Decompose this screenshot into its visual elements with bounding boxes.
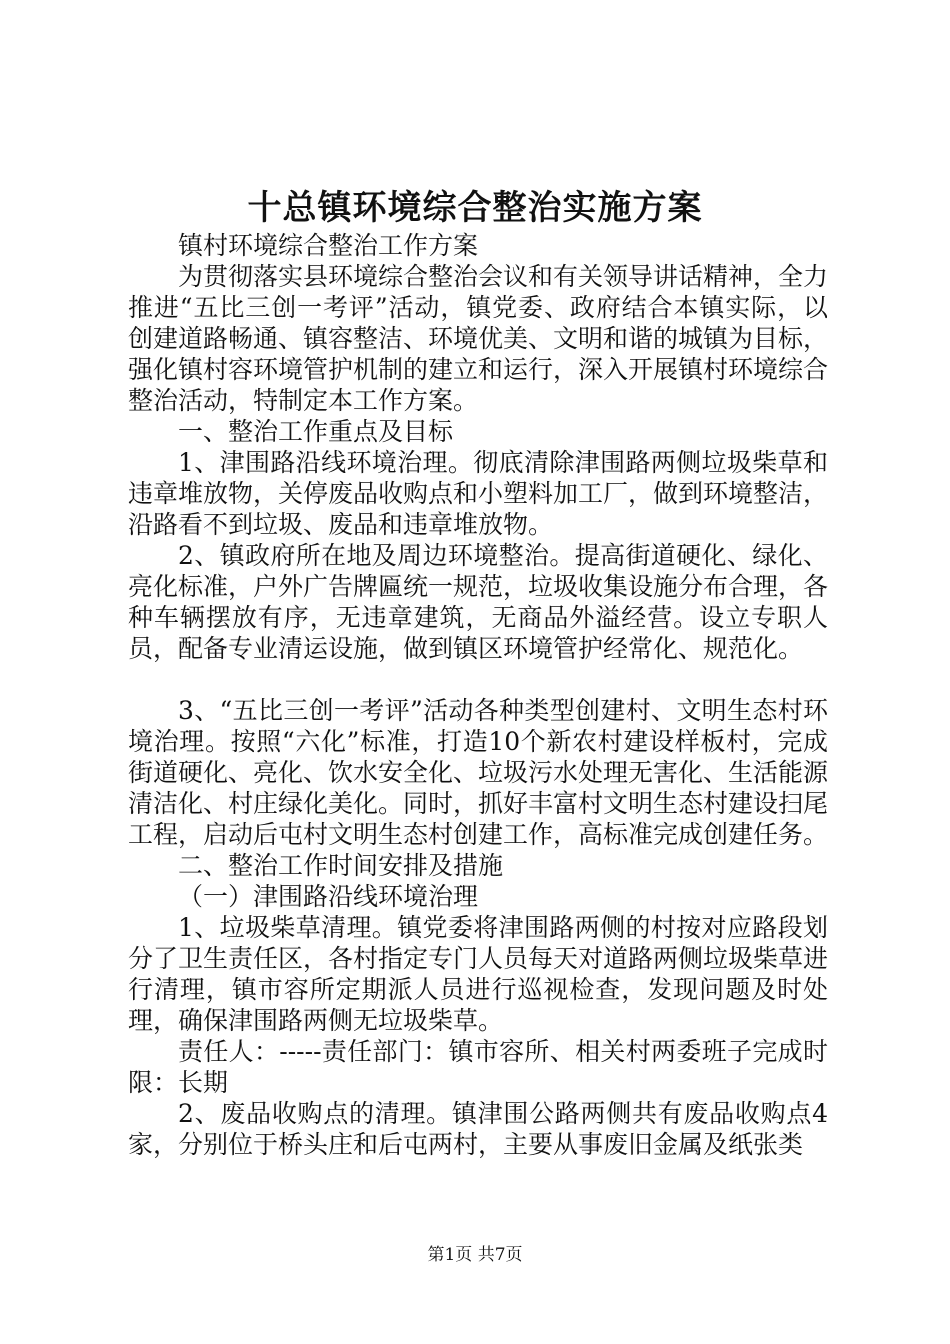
section-heading-2: 二、整治工作时间安排及措施	[178, 851, 504, 880]
paragraph-responsibility: 责任人：-----责任部门：镇市容所、相关村两委班子完成时限：长期	[128, 1037, 828, 1097]
section-heading-1: 一、整治工作重点及目标	[178, 417, 454, 446]
paragraph-item-3: 3、“五比三创一考评”活动各种类型创建村、文明生态村环境治理。按照“六化”标准，打造10个新农村建设样板村，完成街道硬化、亮化、饮水安全化、垃圾污水处理无害化、生活能源清洁化、村庄绿化美化。同时，抓好丰富村文明生态村建设扫尾工程，启动后屯村文明生态村创建工作，高标准完成创建任务。	[128, 696, 829, 849]
paragraph-item-1: 1、津围路沿线环境治理。彻底清除津围路两侧垃圾柴草和违章堆放物，关停废品收购点和小塑料加工厂，做到环境整洁，沿路看不到垃圾、废品和违章堆放物。	[128, 448, 829, 539]
paragraph-item-2: 2、镇政府所在地及周边环境整治。提高街道硬化、绿化、亮化标准，户外广告牌匾统一规范，垃圾收集设施分布合理，各种车辆摆放有序，无违章建筑，无商品外溢经营。设立专职人员，配备专业清运设施，做到镇区环境管护经常化、规范化。	[128, 541, 829, 663]
document-body	[128, 230, 828, 1160]
paragraph-intro: 为贯彻落实县环境综合整治会议和有关领导讲话精神，全力推进“五比三创一考评”活动，镇党委、政府结合本镇实际，以创建道路畅通、镇容整洁、环境优美、文明和谐的城镇为目标，强化镇村容环境管护机制的建立和运行，深入开展镇村环境综合整治活动，特制定本工作方案。	[128, 262, 829, 415]
page-footer: 第1页 共7页	[427, 1245, 523, 1265]
subsection-heading-1: （一）津围路沿线环境治理	[178, 882, 479, 911]
paragraph-measure-2: 2、废品收购点的清理。镇津围公路两侧共有废品收购点4家，分别位于桥头庄和后屯两村，主要从事废旧金属及纸张类	[128, 1099, 828, 1159]
blank-line	[128, 664, 828, 695]
document-title: 十总镇环境综合整治实施方案	[247, 188, 703, 228]
paragraph-measure-1: 1、垃圾柴草清理。镇党委将津围路两侧的村按对应路段划分了卫生责任区，各村指定专门人员每天对道路两侧垃圾柴草进行清理，镇市容所定期派人员进行巡视检查，发现问题及时处理，确保津围路两侧无垃圾柴草。	[128, 913, 829, 1035]
paragraph-subtitle: 镇村环境综合整治工作方案	[178, 231, 479, 260]
